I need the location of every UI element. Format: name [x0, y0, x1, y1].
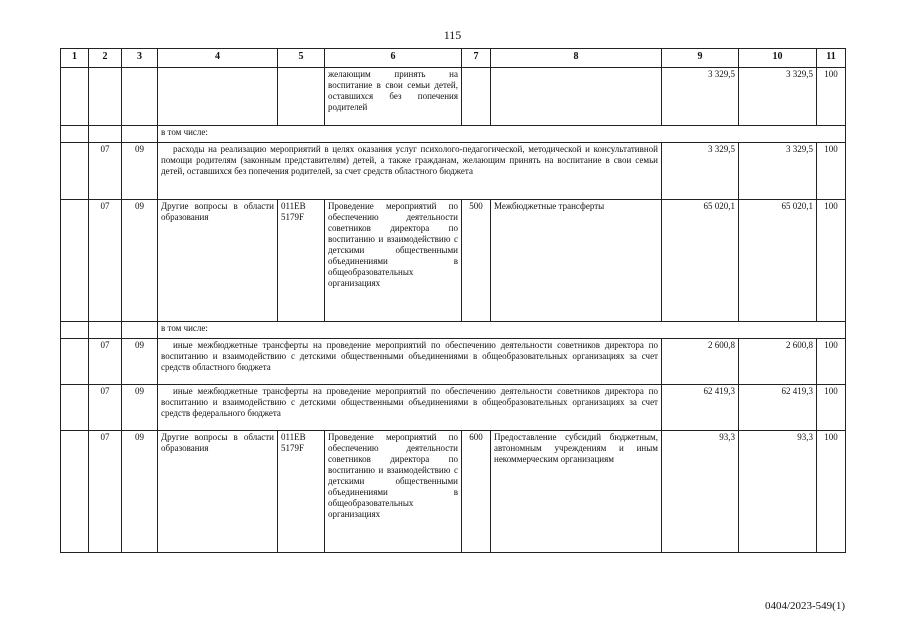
subsection-code: 09 — [122, 200, 158, 322]
expense-type-name: Предоставление субсидий бюджетным, автономным учреждениям и иным некоммерческим организациям — [491, 431, 662, 553]
table-row — [61, 339, 846, 385]
document-code: 0404/2023-549(1) — [764, 600, 845, 612]
column-header: 5 — [278, 49, 325, 68]
subsection-code: 09 — [122, 385, 158, 431]
cell — [61, 68, 89, 126]
column-header: 8 — [491, 49, 662, 68]
column-header: 2 — [89, 49, 122, 68]
table-row — [61, 385, 846, 431]
amount-cell: 3 329,5 — [662, 68, 739, 126]
percent-cell: 100 — [817, 143, 846, 200]
percent-cell: 100 — [817, 431, 846, 553]
amount-cell: 93,3 — [662, 431, 739, 553]
table-row — [61, 68, 846, 126]
amount-cell: 2 600,8 — [739, 339, 817, 385]
amount-cell: 62 419,3 — [662, 385, 739, 431]
subsection-code: 09 — [122, 339, 158, 385]
section-code: 07 — [89, 200, 122, 322]
section-name: Другие вопросы в области образования — [158, 200, 278, 322]
cell — [462, 68, 491, 126]
table-row — [61, 200, 846, 322]
expense-purpose-cell: желающим принять на воспитание в свои семьи детей, оставшихся без попечения родителей — [325, 68, 462, 126]
percent-cell: 100 — [817, 200, 846, 322]
table-row — [61, 431, 846, 553]
column-header: 7 — [462, 49, 491, 68]
percent-cell: 100 — [817, 68, 846, 126]
amount-cell: 3 329,5 — [662, 143, 739, 200]
column-header: 3 — [122, 49, 158, 68]
amount-cell: 65 020,1 — [662, 200, 739, 322]
percent-cell: 100 — [817, 385, 846, 431]
column-header: 1 — [61, 49, 89, 68]
cell — [122, 126, 158, 143]
cell — [278, 68, 325, 126]
amount-cell: 65 020,1 — [739, 200, 817, 322]
cell — [122, 68, 158, 126]
cell — [61, 126, 89, 143]
cell — [61, 322, 89, 339]
cell — [61, 385, 89, 431]
cell — [122, 322, 158, 339]
cell — [491, 68, 662, 126]
expense-description: иные межбюджетные трансферты на проведение мероприятий по обеспечению деятельности советников директора по воспитанию и взаимодействию с детскими общественными объединениями в общеобразовательных организациях за счет средств федерального бюджета — [158, 385, 662, 431]
budget-table — [60, 48, 846, 553]
percent-cell: 100 — [817, 339, 846, 385]
column-header: 4 — [158, 49, 278, 68]
amount-cell: 62 419,3 — [739, 385, 817, 431]
expense-description: расходы на реализацию мероприятий в целях оказания услуг психолого-педагогической, методической и консультативной помощи родителям (законным представителям) детей, а также гражданам, желающим принять на воспитание в свои семьи детей, оставшихся без попечения родителей, за счет средств областного бюджета — [158, 143, 662, 200]
including-label: в том числе: — [158, 126, 846, 143]
column-header: 11 — [817, 49, 846, 68]
subsection-code: 09 — [122, 431, 158, 553]
including-label: в том числе: — [158, 322, 846, 339]
cell — [89, 126, 122, 143]
cell — [61, 339, 89, 385]
table-row — [61, 126, 846, 143]
column-header: 10 — [739, 49, 817, 68]
cell — [89, 68, 122, 126]
section-code: 07 — [89, 339, 122, 385]
expense-description: иные межбюджетные трансферты на проведение мероприятий по обеспечению деятельности советников директора по воспитанию и взаимодействию с детскими общественными объединениями в общеобразовательных организациях за счет средств областного бюджета — [158, 339, 662, 385]
header-row — [61, 49, 846, 68]
cell — [61, 143, 89, 200]
column-header: 9 — [662, 49, 739, 68]
subsection-code: 09 — [122, 143, 158, 200]
section-code: 07 — [89, 385, 122, 431]
section-code: 07 — [89, 431, 122, 553]
section-name: Другие вопросы в области образования — [158, 431, 278, 553]
table-row — [61, 143, 846, 200]
expense-purpose-cell: Проведение мероприятий по обеспечению деятельности советников директора по воспитанию и взаимодействию с детскими общественными объединениями в общеобразовательных организациях — [325, 431, 462, 553]
expense-type-code: 600 — [462, 431, 491, 553]
expense-type-name: Межбюджетные трансферты — [491, 200, 662, 322]
section-code: 07 — [89, 143, 122, 200]
cell — [158, 68, 278, 126]
amount-cell: 93,3 — [739, 431, 817, 553]
cell — [89, 322, 122, 339]
amount-cell: 3 329,5 — [739, 143, 817, 200]
expense-type-code: 500 — [462, 200, 491, 322]
page-number: 115 — [443, 28, 462, 42]
target-article-code: 011ЕВ 5179F — [278, 431, 325, 553]
amount-cell: 2 600,8 — [662, 339, 739, 385]
column-header: 6 — [325, 49, 462, 68]
amount-cell: 3 329,5 — [739, 68, 817, 126]
table-row — [61, 322, 846, 339]
expense-purpose-cell: Проведение мероприятий по обеспечению деятельности советников директора по воспитанию и взаимодействию с детскими общественными объединениями в общеобразовательных организациях — [325, 200, 462, 322]
cell — [61, 431, 89, 553]
target-article-code: 011ЕВ 5179F — [278, 200, 325, 322]
cell — [61, 200, 89, 322]
